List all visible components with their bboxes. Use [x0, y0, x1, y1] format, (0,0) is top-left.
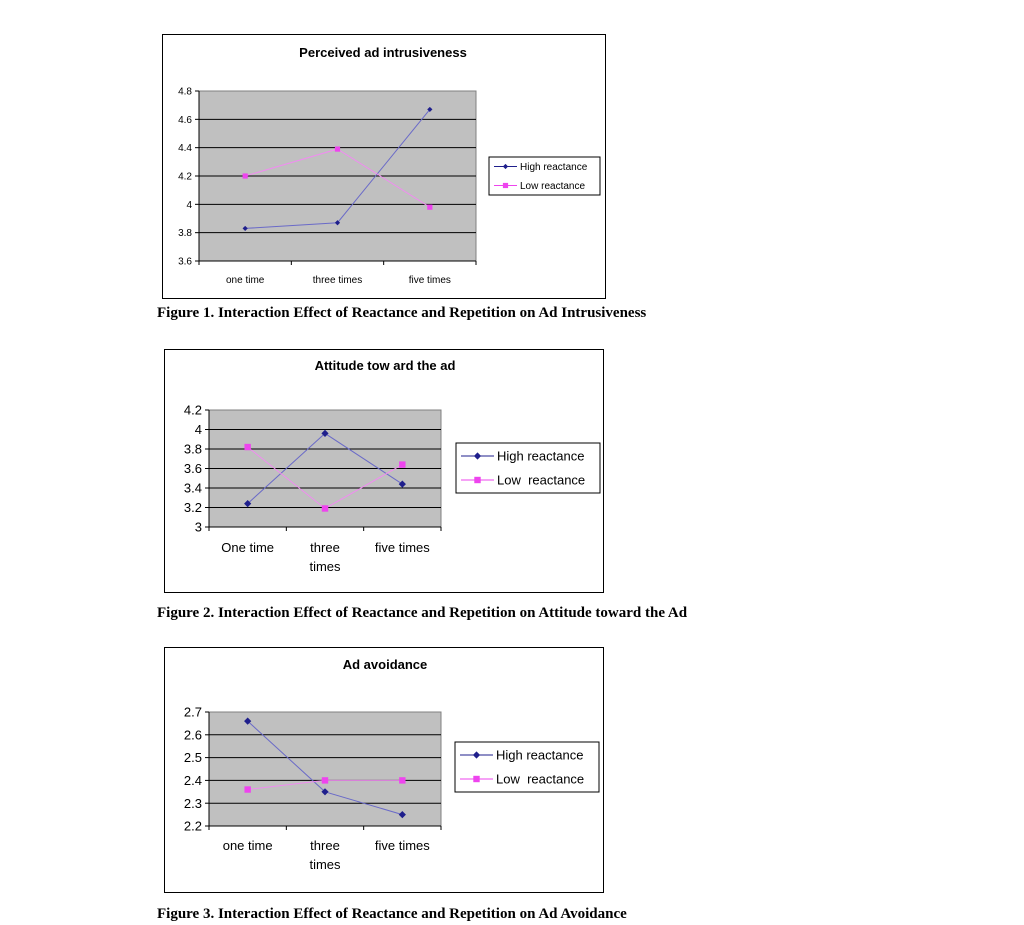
y-tick-label: 4.4 — [178, 143, 192, 155]
data-point-low — [244, 444, 250, 450]
legend-label: High reactance — [496, 747, 584, 763]
figure-1-caption: Figure 1. Interaction Effect of Reactance and Repetition on Ad Intrusiveness — [157, 305, 647, 321]
y-tick-label: 3.8 — [178, 228, 192, 240]
y-tick-label: 4.6 — [178, 114, 192, 126]
chart-2-svg — [165, 350, 605, 594]
y-tick-label: 3.4 — [183, 480, 202, 496]
legend-label: Low reactance — [497, 472, 586, 488]
chart-title: Perceived ad intrusiveness — [299, 45, 467, 60]
chart-2 — [164, 349, 604, 593]
y-tick-label: 3.6 — [178, 256, 192, 268]
y-tick-label: 4 — [186, 199, 192, 211]
y-tick-label: 3 — [194, 519, 202, 535]
figure-3-caption: Figure 3. Interaction Effect of Reactance and Repetition on Ad Avoidance — [157, 906, 627, 922]
y-tick-label: 3.6 — [183, 461, 202, 477]
x-tick-label: three times — [309, 540, 341, 574]
chart-title: Attitude tow ard the ad — [314, 358, 456, 373]
x-tick-label: one time — [225, 275, 265, 286]
chart-3 — [164, 647, 604, 893]
legend-marker — [473, 776, 479, 782]
y-tick-label: 4.2 — [178, 171, 192, 183]
x-tick-label: five times — [374, 540, 430, 555]
legend-label: Low reactance — [520, 181, 586, 192]
data-point-low — [322, 505, 328, 511]
y-tick-label: 2.5 — [183, 750, 202, 766]
data-point-low — [243, 173, 248, 178]
x-tick-label: five times — [408, 275, 451, 286]
x-tick-label: One time — [221, 540, 275, 555]
y-tick-label: 3.8 — [183, 441, 202, 457]
y-tick-label: 2.7 — [183, 704, 202, 720]
y-tick-label: 2.3 — [183, 795, 202, 811]
y-tick-label: 4 — [194, 422, 202, 438]
data-point-low — [399, 461, 405, 467]
y-tick-label: 2.4 — [183, 772, 202, 788]
x-tick-label: one time — [222, 838, 273, 853]
y-tick-label: 2.6 — [183, 727, 202, 743]
legend-label: High reactance — [520, 162, 588, 173]
chart-3-svg — [165, 648, 605, 894]
x-tick-label: five times — [374, 838, 430, 853]
data-point-low — [399, 777, 405, 783]
x-tick-label: three times — [312, 275, 363, 286]
x-tick-label: three times — [309, 838, 341, 872]
data-point-low — [244, 786, 250, 792]
y-tick-label: 2.2 — [183, 818, 202, 834]
legend-marker — [503, 183, 508, 188]
figure-2-caption: Figure 2. Interaction Effect of Reactance and Repetition on Attitude toward the Ad — [157, 605, 688, 621]
chart-title: Ad avoidance — [342, 657, 428, 672]
chart-1 — [162, 34, 606, 299]
legend-label: Low reactance — [496, 771, 585, 787]
data-point-low — [427, 205, 432, 210]
data-point-low — [335, 146, 340, 151]
y-tick-label: 3.2 — [183, 500, 202, 516]
y-tick-label: 4.8 — [178, 86, 192, 98]
plot-area — [209, 712, 441, 826]
y-tick-label: 4.2 — [183, 402, 202, 418]
legend-label: High reactance — [497, 448, 585, 464]
chart-1-svg — [163, 35, 607, 300]
legend-marker — [474, 477, 480, 483]
data-point-low — [322, 777, 328, 783]
